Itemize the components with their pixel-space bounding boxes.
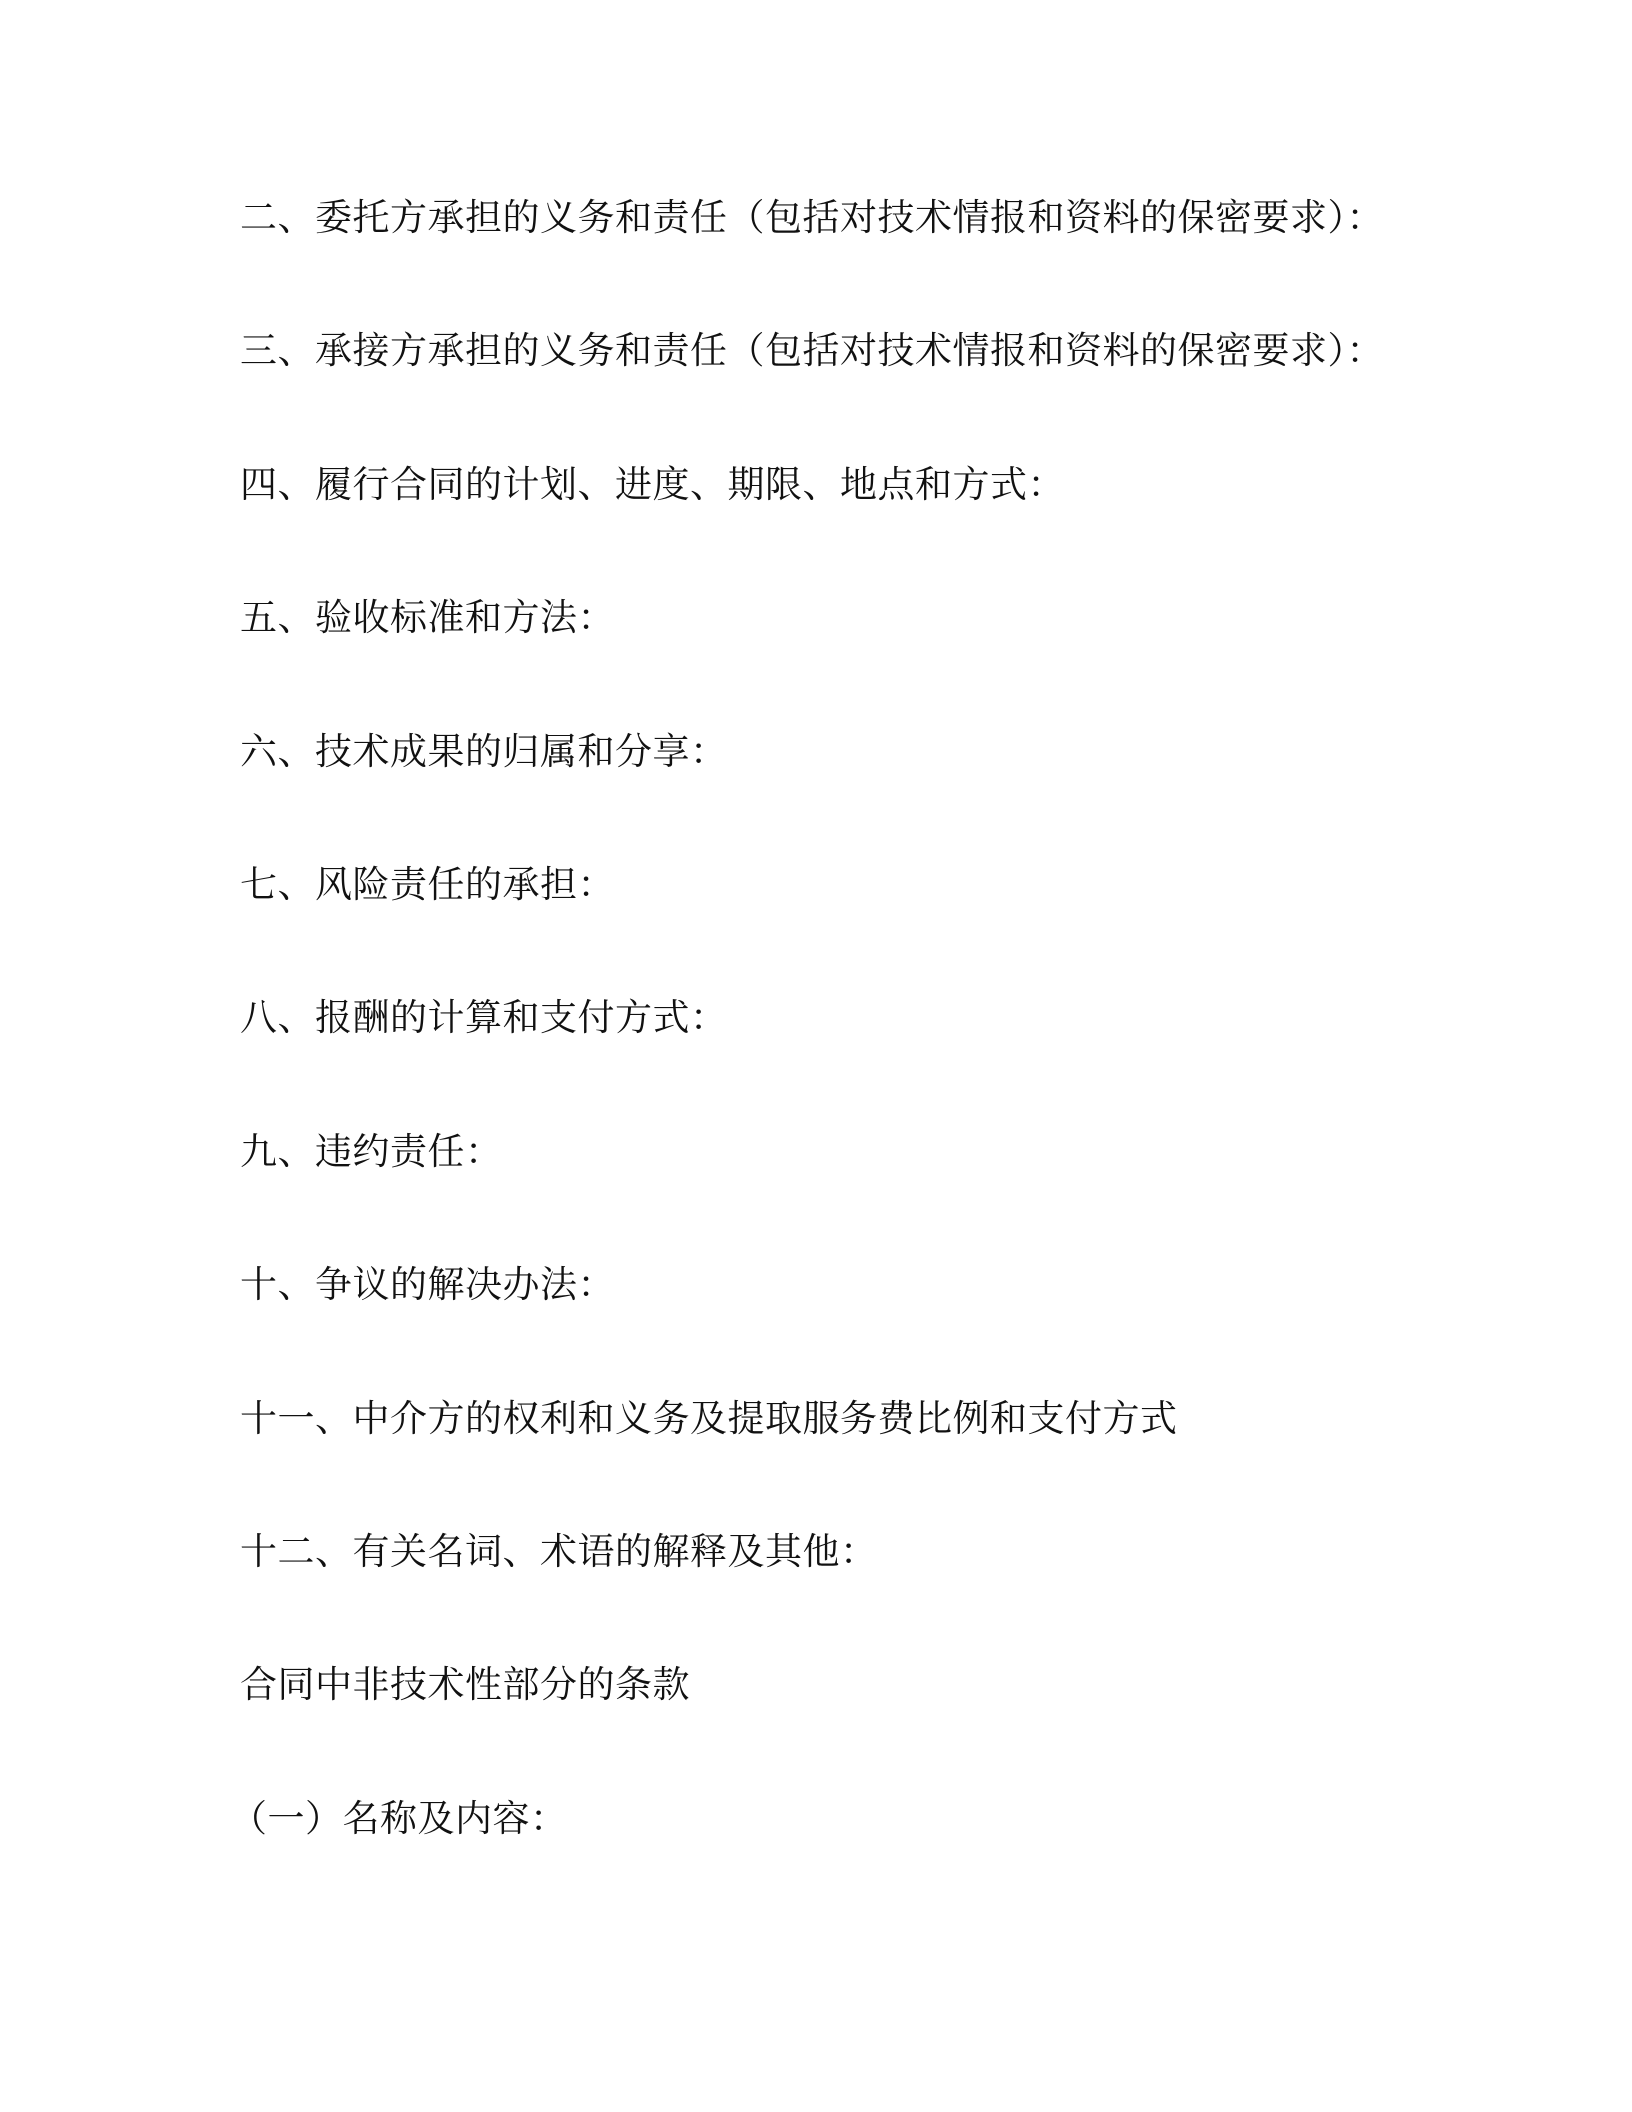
clause-results-ownership: 六、技术成果的归属和分享： xyxy=(240,729,728,773)
clause-risk-responsibility: 七、风险责任的承担： xyxy=(240,862,615,906)
clause-breach-liability: 九、违约责任： xyxy=(240,1129,503,1173)
subclause-name-and-content: （一）名称及内容： xyxy=(230,1796,568,1840)
clause-performance-plan: 四、履行合同的计划、进度、期限、地点和方式： xyxy=(240,462,1065,506)
clause-client-obligations: 二、委托方承担的义务和责任（包括对技术情报和资料的保密要求）： xyxy=(240,196,1384,239)
clause-contractor-obligations: 三、承接方承担的义务和责任（包括对技术情报和资料的保密要求）： xyxy=(240,329,1384,373)
contract-clause-list xyxy=(230,190,1440,1924)
clause-acceptance-standards: 五、验收标准和方法： xyxy=(240,596,615,640)
section-non-technical-terms: 合同中非技术性部分的条款 xyxy=(240,1663,690,1707)
clause-dispute-resolution: 十、争议的解决办法： xyxy=(240,1263,615,1307)
clause-intermediary-rights: 十一、中介方的权利和义务及提取服务费比例和支付方式 xyxy=(240,1396,1178,1440)
clause-remuneration-payment: 八、报酬的计算和支付方式： xyxy=(240,996,728,1040)
clause-terms-definitions: 十二、有关名词、术语的解释及其他： xyxy=(240,1529,878,1573)
